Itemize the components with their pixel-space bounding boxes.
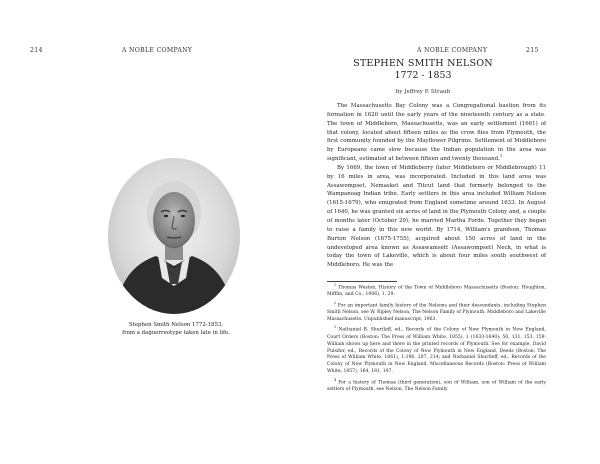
article-title: STEPHEN SMITH NELSON — [353, 58, 493, 69]
caption-line-2: from a daguerreotype taken late in life. — [122, 329, 230, 336]
portrait-photo — [108, 158, 240, 314]
life-dates: 1772 - 1853 — [394, 70, 452, 81]
footnote-number: 2 — [334, 300, 337, 305]
footnotes — [327, 285, 546, 397]
footnote-text: Thomas Weston, History of the Town of Middleboro Massachusetts (Boston: Houghton, Mifflin, and Co., 1906), 1, 29. — [327, 285, 546, 298]
page-number-left: 214 — [30, 47, 43, 54]
article-body — [327, 102, 546, 270]
footnote — [327, 327, 546, 376]
page-number-right: 215 — [526, 47, 539, 54]
footnote-text: Nathaniel B. Shurtleff, ed., Records of the Colony of New Plymouth in New England, Court Orders (Boston: The Press of William White, 1855), 1 (1633-1640): 50, 131, 153, 159. William shows up here and there in the printed records of Plymouth. See for example, David Pulsifer, ed., Records of the Colony of New Plymouth in New England, Deeds (Boston: The Press of William White, 1861), 1:196, 207, 214; and Nathaniel Shurtleff, ed., Records of the Colony of New Plymouth in New England, Miscellaneous Records (Boston: Press of William White, 1857), 164, 181, 197. — [327, 327, 546, 375]
footnote — [327, 377, 546, 394]
footnote-number: 3 — [334, 325, 337, 330]
body-paragraph: The Massachusetts Bay Colony was a Congregational bastion from its formation in 1620 until the early years of the nineteenth century as a state. The town of Middleboro, Massachusetts, was an early settlement (1661) of that colony, located about fifteen miles as the crow flies from Plymouth, the first community founded by the Mayflower Pilgrims. Settlement of Middleboro by Europeans came slow because the Indian population in the area was significant, estimated at between fifteen and twenty thousand.$^1$ — [327, 103, 546, 163]
footnote-number: 1 — [334, 283, 337, 287]
byline: by Jeffrey P. Straub — [395, 89, 451, 95]
photo-caption — [80, 322, 272, 337]
footnote-number: 4 — [334, 377, 337, 382]
running-head-right: A NOBLE COMPANY — [417, 47, 488, 54]
running-head-left: A NOBLE COMPANY — [122, 47, 193, 54]
portrait-image — [108, 158, 240, 314]
footnote-text: For a history of Thomas (third generation), son of William, son of William of the early settlers of Plymouth, see Nelson, The Nelson Family — [327, 380, 546, 393]
caption-line-1: Stephen Smith Nelson 1772-1853, — [128, 322, 224, 328]
footnote — [327, 300, 546, 324]
footnote-text: For an important family history of the Nelsons and their descendants, including Stephen Smith Nelson, see W. Ripley Nelson, The Nelson Family of Plymouth, Middleboro and Lakeville Massachusetts. Unpublished manuscript, 1963. — [327, 303, 546, 323]
footnote-ref[interactable]: 1 — [499, 153, 503, 159]
footnote-rule — [327, 281, 397, 282]
body-paragraph: By 1669, the town of Middleberry (later Middleboro or Middlebrough) 11 by 16 miles in area, was incorporated. Included in this land area was Assawompset, Nemasket and Titcut land that formerly belonged to the Wampanoag Indian tribe. Early settlers in this area included William Nelson (1615-1679), who emigrated from England sometime around 1633. In August of 1640, he was granted six acres of land in the Plymouth Colony and, a couple of months later (October 29), he married Martha Forde. Together they began to raise a family in this new world. By 1714, William's grandson, Thomas Burton Nelson (1675-1755), acquired about 150 acres of land in the undeveloped area known as Assawamsett (Assawompset) Neck, in what is today the town of Lakeville, which is about four miles south southwest of Middleboro. He was the — [327, 164, 546, 269]
footnote — [327, 285, 546, 299]
